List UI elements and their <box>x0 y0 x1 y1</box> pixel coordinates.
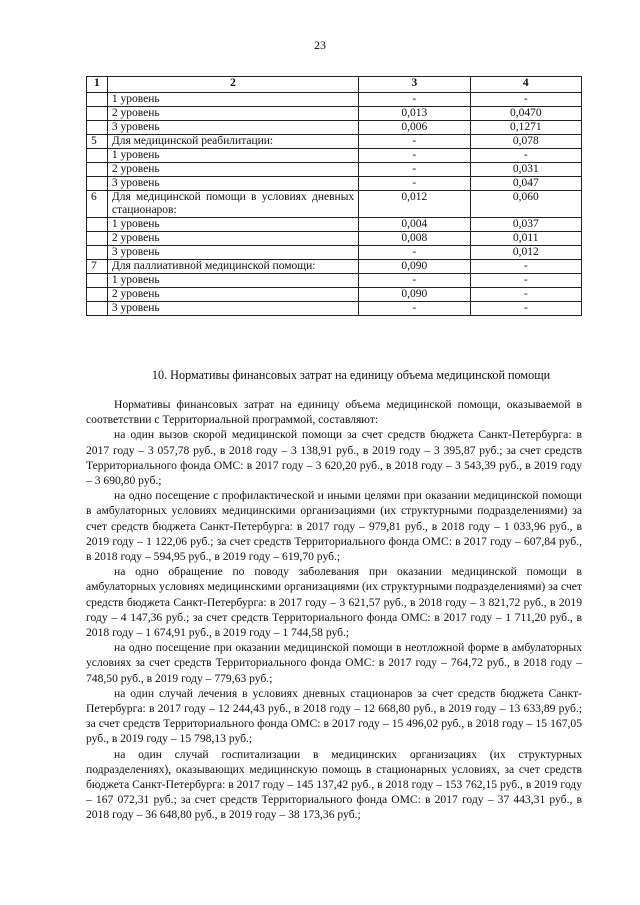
row-label-cell: 3 уровень <box>107 302 358 316</box>
paragraph: на один случай госпитализации в медицинских организациях (их структурных подразделениях), оказывающих медицинскую помощь в стационарных условиях, за счет средств бюджета Санкт-Петербурга: в 2017 году – 145 137,42 руб., в 2018 году – 153 762,15 руб., в 2019 году – 167 072,31 руб.; за счет средств Территориального фонда ОМС: в 2017 году – 37 443,31 руб., в 2018 году – 36 648,80 руб., в 2019 году – 38 173,36 руб.; <box>86 747 582 822</box>
table-row <box>87 232 582 246</box>
table-row <box>87 246 582 260</box>
row-label-cell: Для паллиативной медицинской помощи: <box>107 260 358 274</box>
row-number-cell <box>87 288 108 302</box>
value-cell-col4: - <box>470 302 581 316</box>
row-label-cell: 1 уровень <box>107 93 358 107</box>
value-cell-col3: - <box>359 177 470 191</box>
value-cell-col4: 0,0470 <box>470 107 581 121</box>
value-cell-col3: - <box>359 163 470 177</box>
value-cell-col3: 0,004 <box>359 218 470 232</box>
value-cell-col3: 0,008 <box>359 232 470 246</box>
value-cell-col4: - <box>470 274 581 288</box>
row-number-cell <box>87 274 108 288</box>
row-number-cell <box>87 218 108 232</box>
value-cell-col3: 0,006 <box>359 121 470 135</box>
value-cell-col4: - <box>470 288 581 302</box>
row-number-cell <box>87 163 108 177</box>
row-label-cell: 2 уровень <box>107 107 358 121</box>
row-label-cell: 2 уровень <box>107 232 358 246</box>
row-number-cell <box>87 149 108 163</box>
body-text <box>86 397 582 823</box>
table-body <box>87 93 582 316</box>
value-cell-col4: - <box>470 149 581 163</box>
table-row <box>87 107 582 121</box>
row-label-cell: Для медицинской реабилитации: <box>107 135 358 149</box>
table-row <box>87 288 582 302</box>
row-label-cell: 3 уровень <box>107 246 358 260</box>
row-number-cell: 7 <box>87 260 108 274</box>
value-cell-col3: - <box>359 246 470 260</box>
section-title: 10. Нормативы финансовых затрат на единицу объема медицинской помощи <box>151 368 551 382</box>
table-row <box>87 260 582 274</box>
row-label-cell: 1 уровень <box>107 274 358 288</box>
row-label-cell: 3 уровень <box>107 121 358 135</box>
table-row <box>87 218 582 232</box>
norms-table <box>86 76 582 316</box>
value-cell-col4: - <box>470 93 581 107</box>
row-number-cell: 6 <box>87 191 108 218</box>
value-cell-col4: 0,011 <box>470 232 581 246</box>
row-label-cell: 3 уровень <box>107 177 358 191</box>
row-number-cell <box>87 302 108 316</box>
table-row <box>87 177 582 191</box>
row-label-cell: 2 уровень <box>107 163 358 177</box>
row-number-cell <box>87 107 108 121</box>
table-header-cell: 1 <box>87 77 108 93</box>
row-label-cell: Для медицинской помощи в условиях дневных стационаров: <box>107 191 358 218</box>
row-number-cell <box>87 246 108 260</box>
row-label-cell: 2 уровень <box>107 288 358 302</box>
paragraph: на одно посещение с профилактической и иными целями при оказании медицинской помощи в амбулаторных условиях медицинскими организациями (их структурными подразделениями) за счет средств бюджета Санкт-Петербурга: в 2017 году – 979,81 руб., в 2018 году – 1 033,96 руб., в 2019 году – 1 122,06 руб.; за счет средств Территориального фонда ОМС: в 2017 году – 607,84 руб., в 2018 году – 594,95 руб., в 2019 году – 619,70 руб.; <box>86 489 582 564</box>
paragraph: на одно обращение по поводу заболевания при оказании медицинской помощи в амбулаторных условиях медицинскими организациями (их структурными подразделениями) за счет средств бюджета Санкт-Петербурга: в 2017 году – 3 621,57 руб., в 2018 году – 3 821,72 руб., в 2019 году – 4 147,36 руб.; за счет средств Территориального фонда ОМС: в 2017 году – 1 711,20 руб., в 2018 году – 1 674,91 руб., в 2019 году – 1 744,58 руб.; <box>86 565 582 640</box>
value-cell-col4: 0,037 <box>470 218 581 232</box>
row-number-cell <box>87 177 108 191</box>
value-cell-col3: - <box>359 135 470 149</box>
table-header-cell: 4 <box>470 77 581 93</box>
row-number-cell <box>87 232 108 246</box>
row-number-cell: 5 <box>87 135 108 149</box>
value-cell-col4: 0,012 <box>470 246 581 260</box>
row-label-cell: 1 уровень <box>107 218 358 232</box>
value-cell-col3: 0,090 <box>359 260 470 274</box>
paragraph: на одно посещение при оказании медицинской помощи в неотложной форме в амбулаторных условиях за счет средств Территориального фонда ОМС: в 2017 году – 764,72 руб., в 2018 году – 748,50 руб., в 2019 году – 779,63 руб.; <box>86 641 582 685</box>
table-row <box>87 191 582 218</box>
value-cell-col3: 0,012 <box>359 191 470 218</box>
table-header-cell: 3 <box>359 77 470 93</box>
page-number: 23 <box>314 38 326 52</box>
value-cell-col4: 0,047 <box>470 177 581 191</box>
value-cell-col3: - <box>359 274 470 288</box>
value-cell-col4: 0,078 <box>470 135 581 149</box>
value-cell-col3: 0,013 <box>359 107 470 121</box>
value-cell-col3: - <box>359 149 470 163</box>
table-row <box>87 93 582 107</box>
value-cell-col3: - <box>359 302 470 316</box>
value-cell-col4: 0,1271 <box>470 121 581 135</box>
value-cell-col3: - <box>359 93 470 107</box>
table-row <box>87 274 582 288</box>
value-cell-col4: - <box>470 260 581 274</box>
table-header-cell: 2 <box>107 77 358 93</box>
table-row <box>87 163 582 177</box>
row-number-cell <box>87 121 108 135</box>
table-row <box>87 149 582 163</box>
paragraph: на один случай лечения в условиях дневных стационаров за счет средств бюджета Санкт-Петербурга: в 2017 году – 12 244,43 руб., в 2018 году – 12 668,80 руб., в 2019 году – 13 633,89 руб.; за счет средств Территориального фонда ОМС: в 2017 году – 15 496,02 руб., в 2018 году – 15 167,05 руб., в 2019 году – 15 798,13 руб.; <box>86 686 582 746</box>
table-row <box>87 121 582 135</box>
row-label-cell: 1 уровень <box>107 149 358 163</box>
table-header-row <box>87 77 582 93</box>
table-row <box>87 302 582 316</box>
value-cell-col4: 0,031 <box>470 163 581 177</box>
value-cell-col3: 0,090 <box>359 288 470 302</box>
value-cell-col4: 0,060 <box>470 191 581 218</box>
table-row <box>87 135 582 149</box>
row-number-cell <box>87 93 108 107</box>
paragraph: на один вызов скорой медицинской помощи за счет средств бюджета Санкт-Петербурга: в 2017 году – 3 057,78 руб., в 2018 году – 3 138,91 руб., в 2019 году – 3 395,87 руб.; за счет средств Территориального фонда ОМС: в 2017 году – 3 620,20 руб., в 2018 году – 3 543,39 руб., в 2019 году – 3 690,80 руб.; <box>86 428 582 488</box>
paragraph: Нормативы финансовых затрат на единицу объема медицинской помощи, оказываемой в соответствии с Территориальной программой, составляют: <box>86 398 582 427</box>
